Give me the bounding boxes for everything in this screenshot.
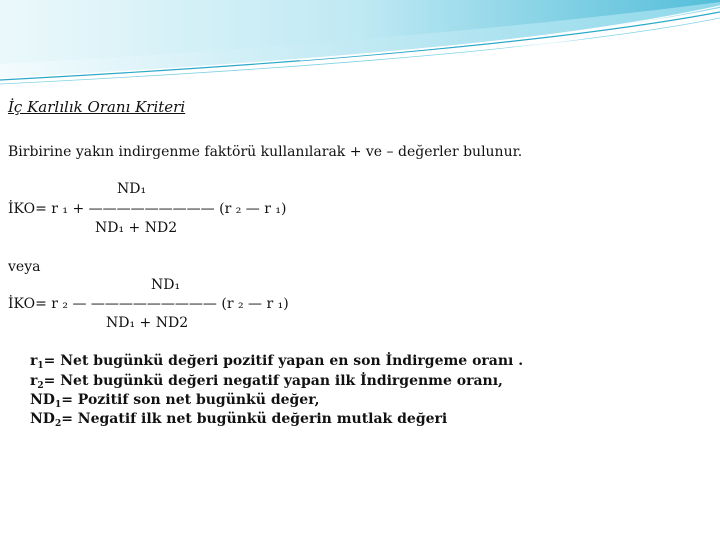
definition-text: = Pozitif son net bugünkü değer, <box>61 392 320 408</box>
formula2-expression: İKO= r ₂ — ————————— (r ₂ — r ₁) <box>8 296 289 312</box>
definition-symbol: ND <box>30 411 55 427</box>
definition-item <box>30 410 447 428</box>
definition-symbol: r <box>30 353 38 369</box>
definition-item <box>30 391 319 409</box>
formula2-denominator: ND₁ + ND2 <box>106 315 189 331</box>
definition-text: = Net bugünkü değeri pozitif yapan en son İndirgeme oranı . <box>43 353 524 369</box>
definition-index: 2 <box>54 419 62 429</box>
slide-title: İç Karlılık Oranı Kriteri <box>8 98 186 116</box>
definition-index: 2 <box>37 381 44 391</box>
formula2-numerator: ND₁ <box>151 277 181 293</box>
intro-text: Birbirine yakın indirgenme faktörü kullanılarak + ve – değerler bulunur. <box>8 144 523 160</box>
definition-text: = Net bugünkü değeri negatif yapan ilk İndirgenme oranı, <box>43 373 503 389</box>
definition-text: = Negatif ilk net bugünkü değerin mutlak değeri <box>61 411 448 427</box>
definition-symbol: ND <box>30 392 55 408</box>
definition-item <box>30 352 523 370</box>
formula1-expression: İKO= r ₁ + ————————— (r ₂ — r ₁) <box>8 201 287 217</box>
definition-index: 1 <box>54 400 62 410</box>
definition-symbol: r <box>30 373 38 389</box>
formula1-denominator: ND₁ + ND2 <box>95 220 178 236</box>
definition-index: 1 <box>37 361 44 371</box>
formula1-numerator: ND₁ <box>117 181 147 197</box>
or-label: veya <box>8 259 41 275</box>
definition-item <box>30 372 503 390</box>
